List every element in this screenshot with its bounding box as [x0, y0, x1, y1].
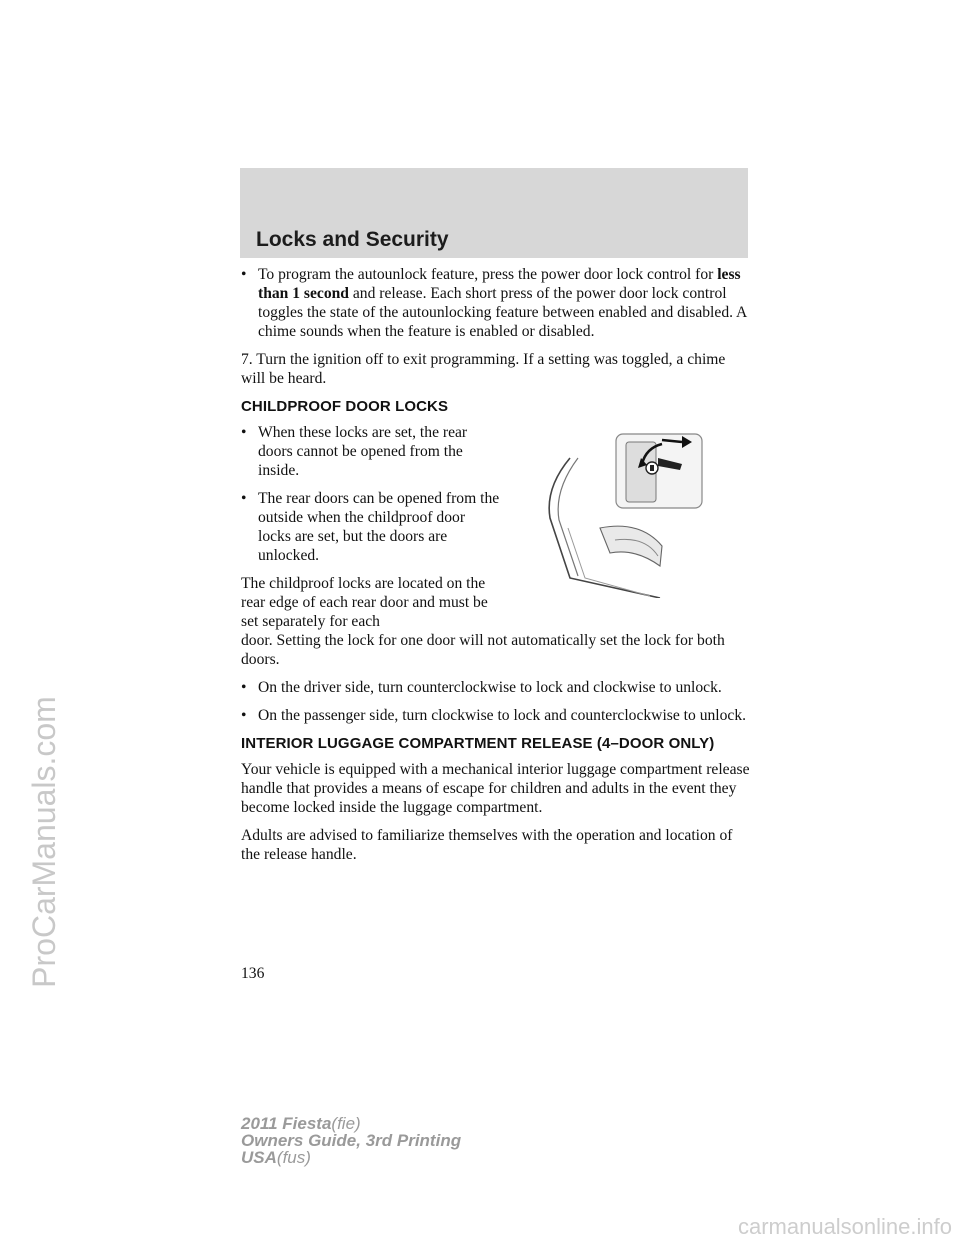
section-header	[240, 168, 748, 258]
luggage-heading: INTERIOR LUGGAGE COMPARTMENT RELEASE (4–DOOR ONLY)	[241, 735, 715, 752]
footer-model-code: (fie)	[331, 1114, 361, 1133]
autounlock-bullet	[241, 265, 751, 341]
luggage-paragraph-1: Your vehicle is equipped with a mechanical interior luggage compartment release handle that provides a means of escape for children and adults in the event they become locked inside the luggage compartment.	[241, 761, 750, 816]
childproof-bullet-4: • On the passenger side, turn clockwise to lock and counterclockwise to unlock.	[241, 706, 751, 725]
autounlock-text-pre: To program the autounlock feature, press the power door lock control for	[258, 266, 718, 283]
watermark-bottom[interactable]: carmanualsonline.info	[737, 1214, 952, 1239]
page-number: 136	[241, 965, 265, 982]
section-title: Locks and Security	[256, 228, 449, 251]
step-7-paragraph: 7. Turn the ignition off to exit programming. If a setting was toggled, a chime will be heard.	[241, 351, 726, 387]
footer-line-1	[241, 1115, 461, 1132]
childproof-bullet-2: • The rear doors can be opened from the outside when the childproof door locks are set, but the doors are unlocked.	[241, 489, 501, 565]
watermark-left: ProCarManuals.com	[26, 696, 62, 988]
childproof-location-text-cont: door. Setting the lock for one door will not automatically set the lock for both doors.	[241, 632, 725, 668]
footer-line-2: Owners Guide, 3rd Printing	[241, 1131, 462, 1150]
luggage-paragraph-2: Adults are advised to familiarize themselves with the operation and location of the release handle.	[241, 827, 733, 863]
childproof-heading: CHILDPROOF DOOR LOCKS	[241, 398, 449, 415]
footer-model: 2011 Fiesta	[241, 1114, 332, 1133]
autounlock-text-post: and release. Each short press of the power door lock control toggles the state of the autounlocking feature between enabled and disabled. A chime sounds when the feature is enabled or disabled.	[258, 285, 747, 340]
footer-line-3	[241, 1149, 461, 1166]
childproof-location-text: The childproof locks are located on the rear edge of each rear door and must be set separately for each	[241, 575, 488, 630]
childproof-narrow-column	[241, 423, 501, 631]
autounlock-text-bold: less than 1 second	[258, 266, 741, 302]
footer-region-code: (fus)	[276, 1148, 311, 1167]
childproof-bullet-3: • On the driver side, turn counterclockwise to lock and clockwise to unlock.	[241, 678, 751, 697]
childproof-lock-illustration	[540, 428, 710, 598]
document-footer	[241, 1115, 461, 1166]
childproof-bullet-1: • When these locks are set, the rear doors cannot be opened from the inside.	[241, 423, 501, 480]
footer-region: USA	[241, 1148, 277, 1167]
